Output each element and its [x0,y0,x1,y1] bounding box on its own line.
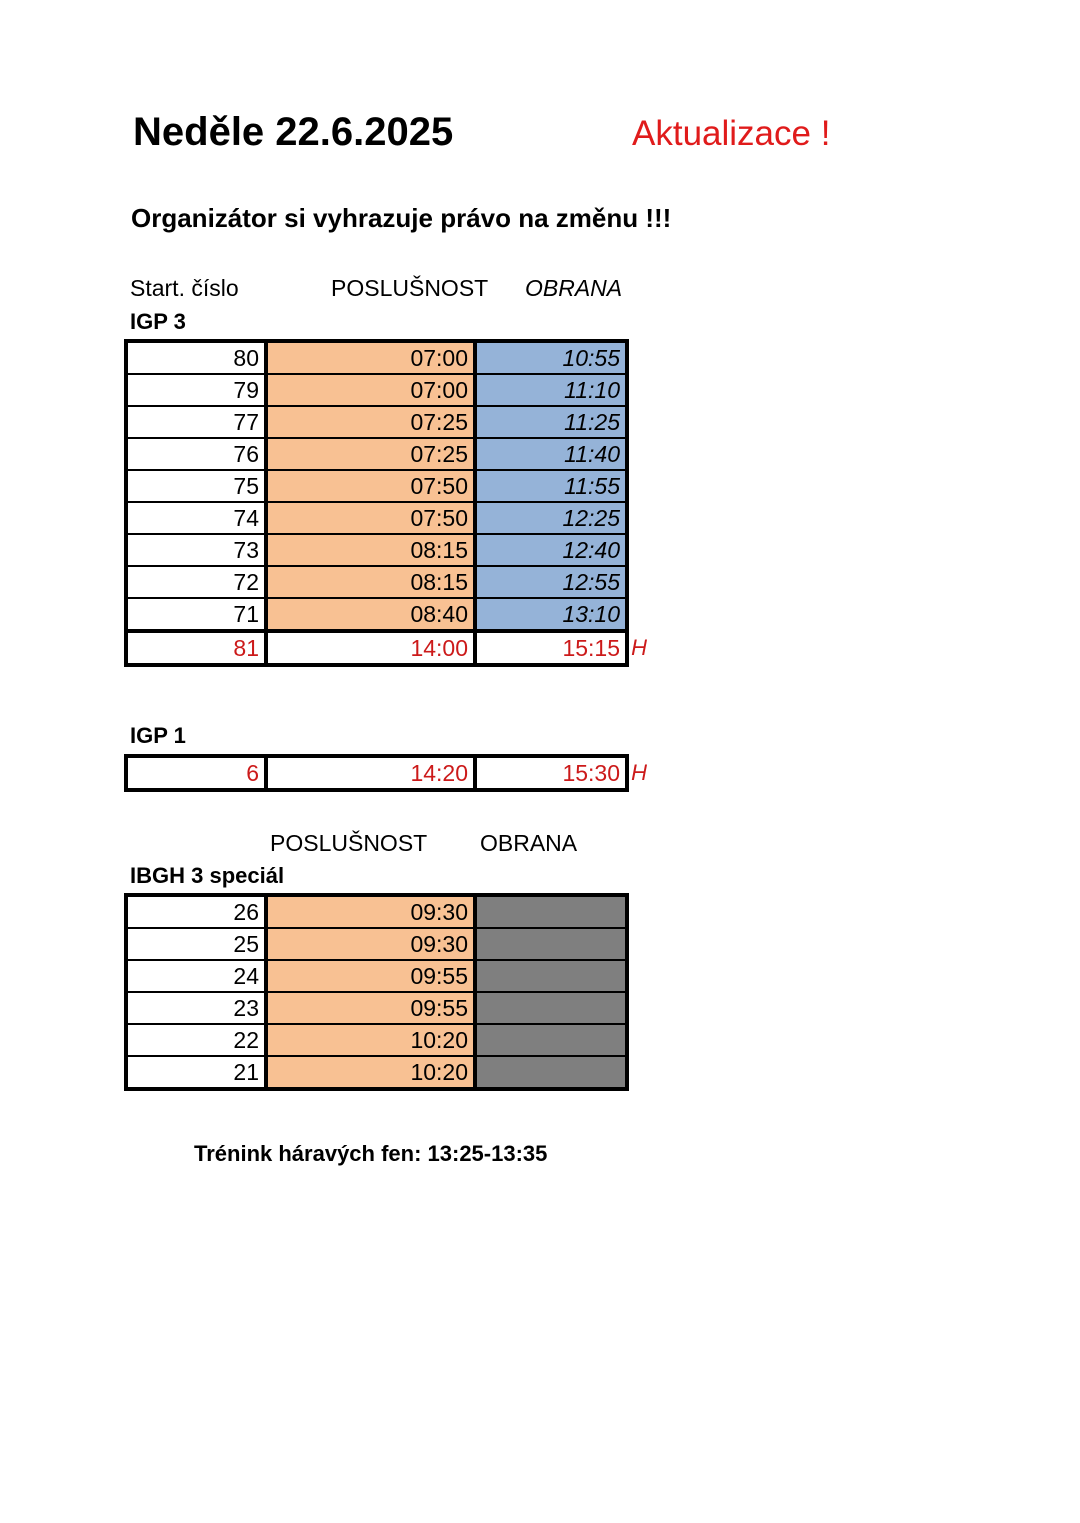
column-header-obedience: POSLUŠNOST [331,275,489,301]
protection-time-cell [475,631,647,665]
obedience-time-cell: 08:40 [266,598,475,631]
table-row [126,502,627,534]
table-row [126,534,627,566]
protection-time-cell [475,756,647,790]
ibgh-column-header-protection: OBRANA [480,830,578,856]
protection-time-cell: 11:10 [475,374,627,406]
start-number-cell: 23 [126,992,266,1024]
heat-mark: H [631,635,647,660]
obedience-time-cell: 07:50 [266,502,475,534]
table-row [126,1056,627,1089]
start-number-cell: 24 [126,960,266,992]
heat-mark: H [631,760,647,785]
protection-empty-cell [475,992,627,1024]
organizer-notice: Organizátor si vyhrazuje právo na změnu !!! [131,203,672,233]
igp3-table [124,339,647,667]
table-row-highlighted [126,631,627,665]
table-row-highlighted [126,756,627,790]
start-number-cell: 22 [126,1024,266,1056]
update-notice: Aktualizace ! [632,114,831,153]
table-row [126,374,627,406]
column-header-start-number: Start. číslo [130,275,239,301]
table-row [126,928,627,960]
start-number-cell: 76 [126,438,266,470]
table-row [126,341,627,374]
protection-time-cell: 12:40 [475,534,627,566]
table-row [126,992,627,1024]
protection-time-cell: 13:10 [475,598,627,631]
start-number-cell: 74 [126,502,266,534]
obedience-time-cell: 07:00 [266,341,475,374]
start-number-cell: 71 [126,598,266,631]
protection-time-cell: 11:40 [475,438,627,470]
table-row [126,598,627,631]
section-igp1-label: IGP 1 [130,723,186,748]
start-number-cell: 73 [126,534,266,566]
obedience-time-cell: 14:20 [266,756,475,790]
obedience-time-cell: 08:15 [266,566,475,598]
obedience-time-cell: 07:00 [266,374,475,406]
table-row [126,438,627,470]
ibgh-column-header-obedience: POSLUŠNOST [270,830,428,856]
protection-empty-cell [475,928,627,960]
ibgh-table [124,893,629,1091]
start-number-cell: 79 [126,374,266,406]
start-number-cell: 25 [126,928,266,960]
table-row [126,960,627,992]
start-number-cell: 6 [126,756,266,790]
start-number-cell: 21 [126,1056,266,1089]
protection-empty-cell [475,1024,627,1056]
table-row [126,895,627,928]
page-title: Neděle 22.6.2025 [133,110,454,154]
start-number-cell: 72 [126,566,266,598]
obedience-time-cell: 07:25 [266,438,475,470]
obedience-time-cell: 08:15 [266,534,475,566]
obedience-time-cell: 10:20 [266,1024,475,1056]
protection-time-value: 15:30 [562,760,620,786]
training-note: Trénink háravých fen: 13:25-13:35 [194,1141,548,1166]
start-number-cell: 75 [126,470,266,502]
section-igp3-label: IGP 3 [130,309,186,334]
section-ibgh-label: IBGH 3 speciál [130,863,285,888]
obedience-time-cell: 07:25 [266,406,475,438]
obedience-time-cell: 09:55 [266,992,475,1024]
start-number-cell: 81 [126,631,266,665]
table-row [126,566,627,598]
table-row [126,406,627,438]
obedience-time-cell: 09:30 [266,895,475,928]
obedience-time-cell: 09:55 [266,960,475,992]
start-number-cell: 26 [126,895,266,928]
table-row [126,1024,627,1056]
protection-time-cell: 11:55 [475,470,627,502]
protection-time-value: 15:15 [562,635,620,661]
protection-empty-cell [475,895,627,928]
start-number-cell: 77 [126,406,266,438]
column-header-protection: OBRANA [525,275,623,301]
igp1-table [124,754,647,792]
start-number-cell: 80 [126,341,266,374]
protection-empty-cell [475,960,627,992]
obedience-time-cell: 10:20 [266,1056,475,1089]
obedience-time-cell: 14:00 [266,631,475,665]
protection-time-cell: 10:55 [475,341,627,374]
obedience-time-cell: 09:30 [266,928,475,960]
table-row [126,470,627,502]
obedience-time-cell: 07:50 [266,470,475,502]
protection-empty-cell [475,1056,627,1089]
protection-time-cell: 12:55 [475,566,627,598]
protection-time-cell: 12:25 [475,502,627,534]
protection-time-cell: 11:25 [475,406,627,438]
